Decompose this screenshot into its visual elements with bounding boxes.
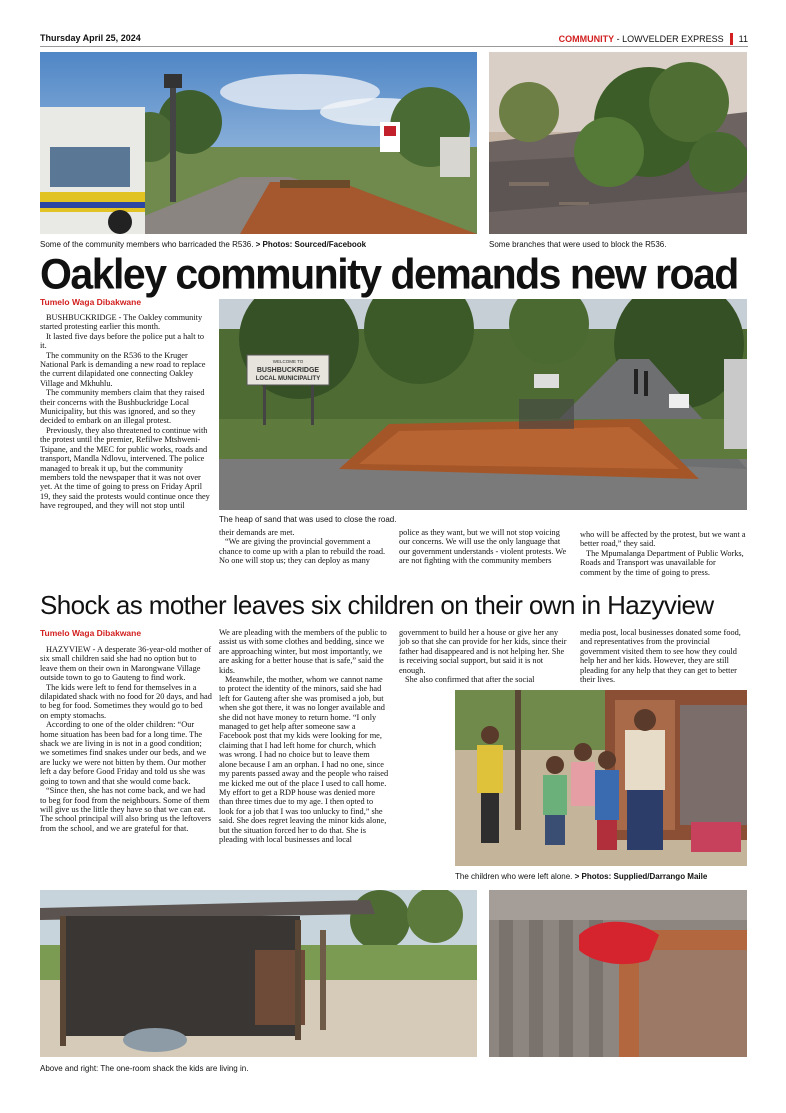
- issue-date: Thursday April 25, 2024: [40, 33, 141, 43]
- photo-shack-interior: [489, 890, 747, 1057]
- paragraph: Previously, they also threatened to continue with the protest until the premier, Refilwe Mtshweni-Tsipane, and the MEC for public works, roads and transport, Mandla Ndlovu, intervened. The police managed to break it up, but the community members told the newspaper that it was not over yet. At the time of going to press on Friday April 19, they said the protests would continue once they have regrouped, and they will not stop until: [40, 425, 210, 511]
- paragraph: The community on the R536 to the Kruger National Park is demanding a new road to replace the current dilapidated one connecting Oakley Village and Mkhuhlu.: [40, 350, 206, 388]
- paragraph: government to build her a house or give her any job so that she can provide for her kids, since their father had disappeared and is not helping her. She is receiving social support, but said it is not enough.: [399, 628, 567, 675]
- story1-column-4: [580, 530, 748, 577]
- caption-children: [455, 872, 747, 882]
- page-header-right: [559, 33, 748, 45]
- photo-branches: [489, 52, 747, 234]
- sign-municipality: LOCAL MUNICIPALITY: [255, 376, 321, 382]
- photo-children: [455, 690, 747, 866]
- caption-barricade: [40, 240, 480, 250]
- paragraph: police as they want, but we will not stop voicing our concerns. We will use the only language that our government understands - violent protests. We are not fighting with the community members: [399, 528, 567, 566]
- paragraph: She also confirmed that after the social: [405, 675, 535, 685]
- caption-children-credit: > Photos: Supplied/Darrango Maile: [572, 872, 708, 881]
- paragraph: their demands are met.: [219, 528, 295, 537]
- paragraph: “We are giving the provincial government a chance to come up with a plan to rebuild the road. No one will stop us; they can deploy as many: [219, 537, 386, 566]
- story2-column-4: [580, 628, 748, 684]
- caption-sand-heap: The heap of sand that was used to close the road.: [219, 515, 397, 524]
- story1-column-1: [40, 313, 212, 511]
- page-number: 11: [738, 34, 748, 44]
- caption-shack: Above and right: The one-room shack the kids are living in.: [40, 1064, 249, 1073]
- paragraph: who will be affected by the protest, but we want a better road,” they said.: [580, 530, 746, 549]
- byline-oakley: Tumelo Waga Dibakwane: [40, 297, 142, 307]
- sign-bushbuckridge: BUSHBUCKRIDGE: [256, 367, 320, 374]
- paragraph: Meanwhile, the mother, whom we cannot name to protect the identity of the minors, said she had left for Gauteng after she was promised a job, but when she got there, it was no longer available and she did not have money to return home. “I only managed to get help after someone saw a Facebook post that my kids were looking for me, claiming that I had left home for church, which was wrong. I had no choice but to leave them alone because I am an orphan. I had no one, since my parents passed away and the people who raised me kicked me out of the place I used to call home. My effort to get a RDP house was denied more than three times due to my age. I then opted to look for a job that I was too unlucky to find,” she said. She does regret leaving the minor kids alone, but the situation forced her to do that. She is pleading with local businesses and local: [219, 675, 389, 844]
- paragraph: It lasted five days before the police put a halt to it.: [40, 331, 205, 351]
- section-name: COMMUNITY: [558, 34, 615, 44]
- headline-oakley: Oakley community demands new road: [40, 249, 738, 299]
- caption-children-text: The children who were left alone.: [455, 872, 573, 881]
- photo-shack-exterior: [40, 890, 477, 1057]
- header-divider: [730, 33, 733, 45]
- section-label: [559, 34, 724, 44]
- paragraph: We are pleading with the members of the public to assist us with some clothes and bedding, since we are approaching winter, but most importantly, we are asking for a better house that is safe,” said the kids.: [219, 628, 387, 675]
- paragraph: The community members claim that they raised their concerns with the Bushbuckridge Local Municipality, but this was ignored, and so they decided to embark on an illegal protest.: [40, 388, 205, 426]
- photo-sand-heap: [219, 299, 747, 510]
- header-rule: [40, 46, 748, 47]
- paragraph: “Since then, she has not come back, and we had to beg for food from the neighbours. Some of them will give us the little they have so that we can eat. The school principal will also bring us the leftovers from the school, and we are grateful for that.: [40, 786, 211, 833]
- paragraph: HAZYVIEW - A desperate 36-year-old mother of six small children said she had no option but to leave them on their own in Marongwane Village outside town to go to Gauteng to find work.: [40, 645, 212, 683]
- story2-column-3: [399, 628, 569, 684]
- story2-column-2: [219, 628, 389, 844]
- sign-welcome: WELCOME TO: [272, 359, 304, 364]
- story1-column-2: [219, 528, 389, 566]
- paragraph: The Mpumalanga Department of Public Works, Roads and Transport was unavailable for comment by the time of going to press.: [580, 548, 744, 577]
- headline-hazyview: Shock as mother leaves six children on their own in Hazyview: [40, 590, 714, 620]
- paragraph: According to one of the older children: “Our home situation has been bad for a long time. The shack we are living in is not in a good condition; we sometimes find snakes under our beds, and we are lucky we were not bitten by them. Our mother left a day before Good Friday and told us she was going to town and that she would come back.: [40, 720, 207, 786]
- photo-barricade: [40, 52, 477, 234]
- publication-name: - LOWVELDER EXPRESS: [614, 34, 724, 44]
- story2-column-1: [40, 645, 212, 833]
- caption-barricade-text: Some of the community members who barricaded the R536.: [40, 240, 254, 249]
- caption-branches: Some branches that were used to block the R536.: [489, 240, 667, 249]
- paragraph: The kids were left to fend for themselves in a dilapidated shack with no food for 20 days, and had to beg for food. Sometimes they would go to bed on empty stomachs.: [40, 682, 212, 720]
- byline-hazyview: Tumelo Waga Dibakwane: [40, 628, 142, 638]
- paragraph: media post, local businesses donated some food, and representatives from the provincial government visited them to see how they could help her and her kids. However, they are still pleading for any help that they can get to better their lives.: [580, 628, 741, 685]
- caption-barricade-credit: > Photos: Sourced/Facebook: [253, 240, 367, 249]
- paragraph: BUSHBUCKRIDGE - The Oakley community started protesting earlier this month.: [40, 313, 203, 332]
- story1-column-3: [399, 528, 569, 566]
